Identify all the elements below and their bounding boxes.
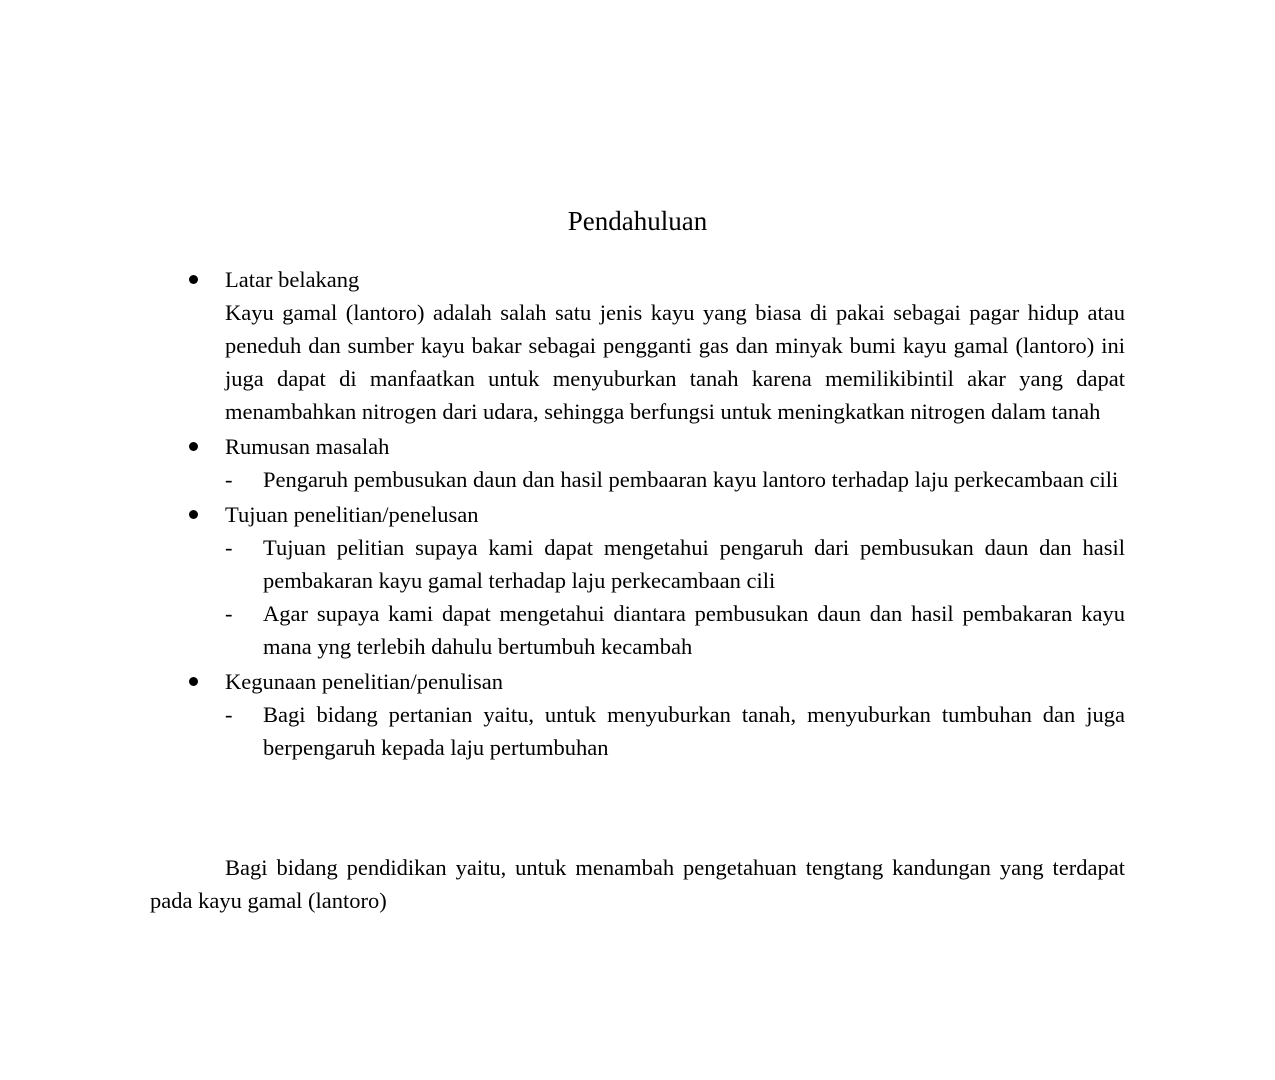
list-item <box>225 531 1125 597</box>
dash-marker: - <box>225 601 233 626</box>
dash-marker: - <box>225 467 233 492</box>
list-item-text: Bagi bidang pertanian yaitu, untuk menyuburkan tanah, menyuburkan tumbuhan dan juga berpengaruh kepada laju pertumbuhan <box>263 702 1125 760</box>
list-item <box>225 463 1125 496</box>
document-title: Pendahuluan <box>567 206 708 236</box>
dash-marker: - <box>225 702 233 727</box>
section-heading: Tujuan penelitian/penelusan <box>225 502 479 527</box>
section-tujuan-penelitian <box>150 498 1125 663</box>
bullet-icon <box>187 665 199 698</box>
bullet-icon <box>187 498 199 531</box>
section-heading: Latar belakang <box>225 267 360 292</box>
section-latar-belakang <box>150 263 1125 428</box>
dash-marker: - <box>225 535 233 560</box>
list-item-text: Tujuan pelitian supaya kami dapat mengetahui pengaruh dari pembusukan daun dan hasil pembakaran kayu gamal terhadap laju perkecambaan cili <box>263 535 1125 593</box>
section-paragraph: Kayu gamal (lantoro) adalah salah satu jenis kayu yang biasa di pakai sebagai pagar hidup atau peneduh dan sumber kayu bakar sebagai pengganti gas dan minyak bumi kayu gamal (lantoro) ini juga dapat di manfaatkan untuk menyuburkan tanah karena memilikibintil akar yang dapat menambahkan nitrogen dari udara, sehingga berfungsi untuk meningkatkan nitrogen dalam tanah <box>225 300 1125 424</box>
list-item <box>225 597 1125 663</box>
section-rumusan-masalah <box>150 430 1125 496</box>
section-heading: Rumusan masalah <box>225 434 390 459</box>
list-item-text: Pengaruh pembusukan daun dan hasil pembaaran kayu lantoro terhadap laju perkecambaan cili <box>263 467 1119 492</box>
list-item <box>225 698 1125 764</box>
bullet-icon <box>187 430 199 463</box>
section-kegunaan-penelitian <box>150 665 1125 764</box>
section-heading: Kegunaan penelitian/penulisan <box>225 669 504 694</box>
closing-paragraph: Bagi bidang pendidikan yaitu, untuk menambah pengetahuan tengtang kandungan yang terdapat pada kayu gamal (lantoro) <box>150 855 1125 913</box>
bullet-icon <box>187 263 199 296</box>
document-page <box>150 0 1125 1080</box>
list-item-text: Agar supaya kami dapat mengetahui diantara pembusukan daun dan hasil pembakaran kayu mana yng terlebih dahulu bertumbuh kecambah <box>263 601 1125 659</box>
section-list <box>150 263 1125 764</box>
